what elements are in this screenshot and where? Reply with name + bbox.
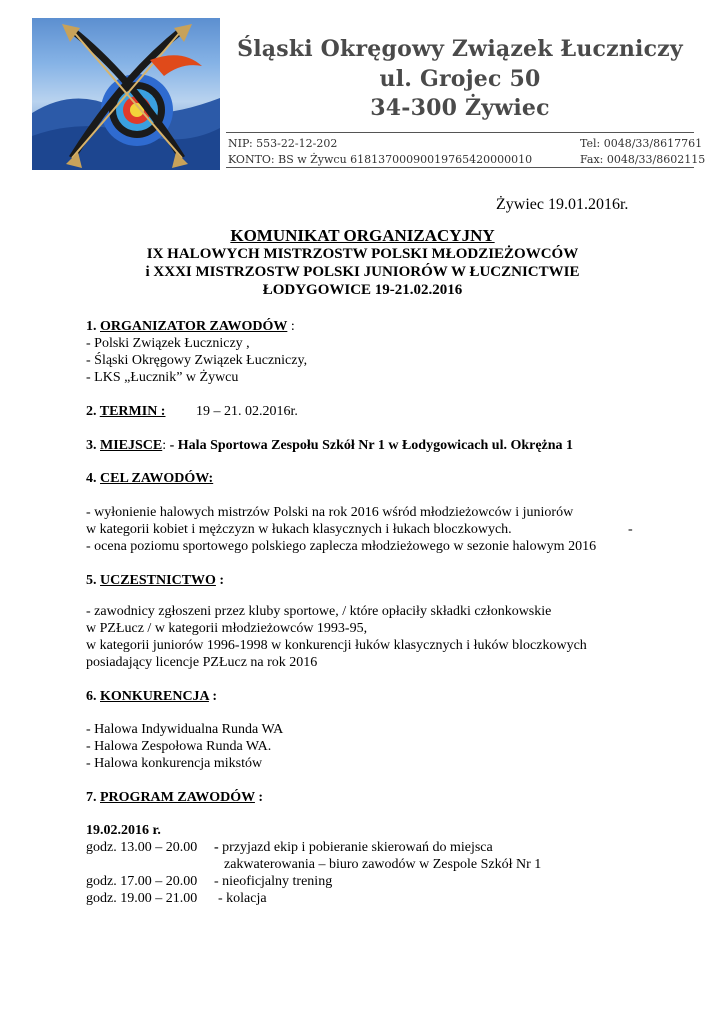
term-value: 19 – 21. 02.2016r.: [196, 404, 298, 419]
schedule-desc: - nieoficjalny trening: [214, 874, 333, 889]
section-goal-heading: 4. CEL ZAWODÓW:: [86, 471, 214, 486]
schedule-time: godz. 17.00 – 20.00: [86, 874, 198, 889]
doc-subtitle-1: IX HALOWYCH MISTRZOSTW POLSKI MŁODZIEŻOWCÓW: [146, 246, 579, 262]
list-item: - Halowa Zespołowa Runda WA.: [86, 739, 272, 754]
crossed-bows-icon: [32, 18, 220, 170]
doc-subtitle-3: ŁODYGOWICE 19-21.02.2016: [262, 282, 463, 298]
schedule-desc-cont: zakwaterowania – biuro zawodów w Zespole Szkół Nr 1: [224, 857, 542, 872]
archery-logo: [32, 18, 220, 170]
list-item: - Polski Związek Łuczniczy ,: [86, 336, 250, 351]
section-participation-heading: 5. UCZESTNICTWO :: [86, 573, 225, 588]
section-term-heading: 2. TERMIN :: [86, 404, 166, 419]
org-name: Śląski Okręgowy Związek Łuczniczy: [237, 36, 683, 62]
section-competition-heading: 6. KONKURENCJA :: [86, 689, 218, 704]
list-item: w PZŁucz / w kategorii młodzieżowców 1993-95,: [86, 621, 368, 636]
list-item: w kategorii kobiet i mężczyzn w łukach klasycznych i łukach bloczkowych.: [86, 522, 512, 537]
doc-subtitle-2: i XXXI MISTRZOSTW POLSKI JUNIORÓW W ŁUCZNICTWIE: [145, 264, 580, 280]
list-item: - Śląski Okręgowy Związek Łuczniczy,: [86, 353, 308, 368]
schedule-desc: - kolacja: [218, 891, 267, 906]
bank-account: KONTO: BS w Żywcu 61813700090019765420000010: [228, 153, 533, 166]
list-item: - ocena poziomu sportowego polskiego zaplecza młodzieżowego w sezonie halowym 2016: [86, 539, 597, 554]
list-item: posiadający licencje PZŁucz na rok 2016: [86, 655, 318, 670]
header-divider-bottom: [226, 167, 694, 168]
schedule-desc: - przyjazd ekip i pobieranie skierowań do miejsca: [214, 840, 493, 855]
stray-dash: -: [628, 522, 633, 537]
schedule-time: godz. 13.00 – 20.00: [86, 840, 198, 855]
list-item: - zawodnicy zgłoszeni przez kluby sportowe, / które opłaciły składki członkowskie: [86, 604, 552, 619]
schedule-time: godz. 19.00 – 21.00: [86, 891, 198, 906]
program-day: 19.02.2016 r.: [86, 823, 161, 838]
section-program-heading: 7. PROGRAM ZAWODÓW :: [86, 790, 264, 805]
phone: Tel: 0048/33/8617761: [580, 137, 703, 150]
list-item: - Halowa konkurencja mikstów: [86, 756, 263, 771]
section-venue-heading: 3. MIEJSCE: - Hala Sportowa Zespołu Szkół Nr 1 w Łodygowicach ul. Okrężna 1: [86, 438, 574, 453]
list-item: - wyłonienie halowych mistrzów Polski na rok 2016 wśród młodzieżowców i juniorów: [86, 505, 574, 520]
nip: NIP: 553-22-12-202: [228, 137, 338, 150]
section-organizer-heading: 1. ORGANIZATOR ZAWODÓW :: [86, 319, 295, 334]
fax: Fax: 0048/33/8602115: [580, 153, 706, 166]
org-city: 34-300 Żywiec: [370, 95, 550, 121]
doc-title: KOMUNIKAT ORGANIZACYJNY: [230, 226, 495, 245]
org-street: ul. Grojec 50: [379, 66, 541, 92]
list-item: - Halowa Indywidualna Runda WA: [86, 722, 284, 737]
header-divider-top: [226, 132, 694, 133]
list-item: w kategorii juniorów 1996-1998 w konkurencji łuków klasycznych i łuków bloczkowych: [86, 638, 587, 653]
document-date: Żywiec 19.01.2016r.: [496, 196, 629, 213]
list-item: - LKS „Łucznik” w Żywcu: [86, 370, 239, 385]
